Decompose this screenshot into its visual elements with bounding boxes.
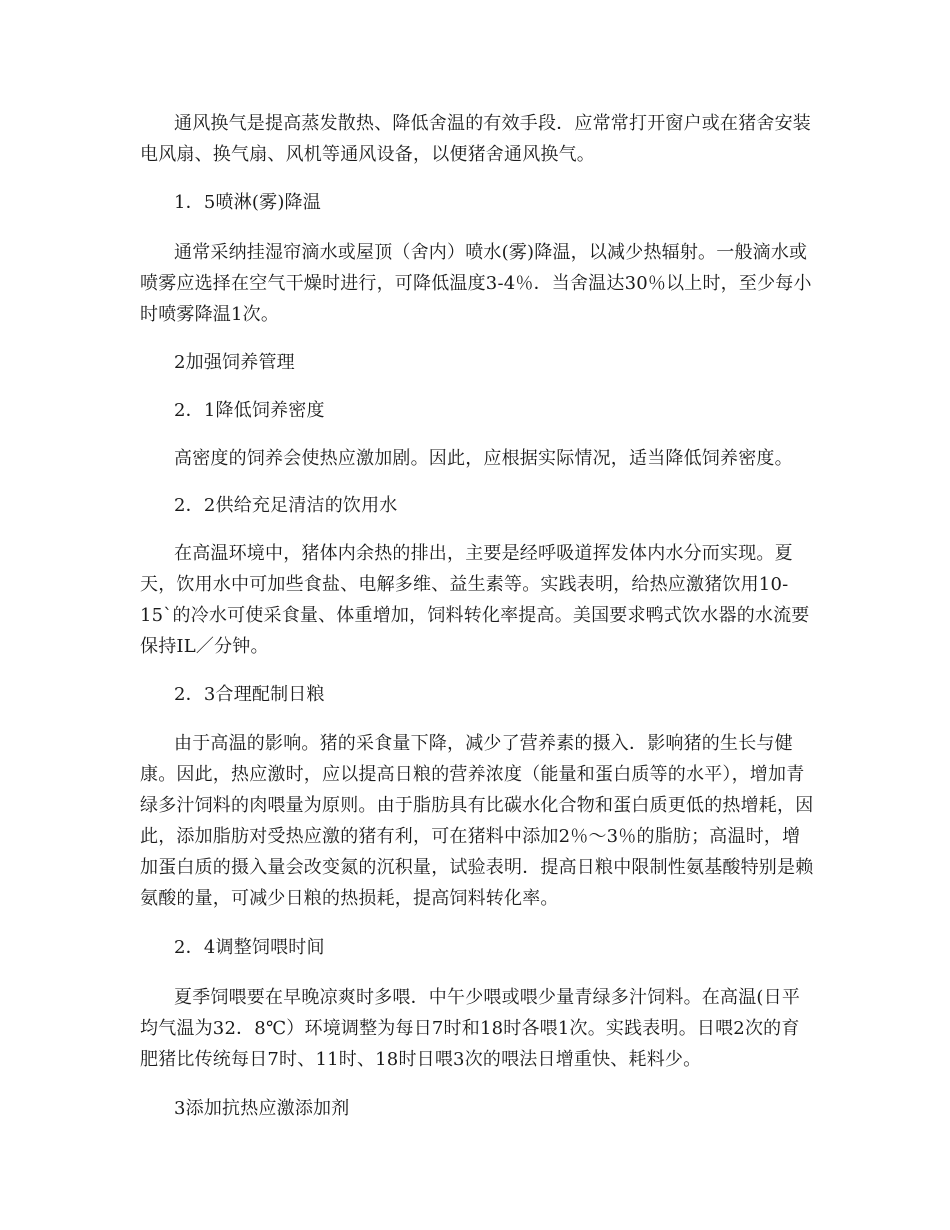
paragraph-ventilation: 通风换气是提高蒸发散热、降低舍温的有效手段．应常常打开窗户或在猪舍安装电风扇、换气扇、风机等通风设备，以便猪舍通风换气。 [140, 113, 811, 165]
paragraph-density: 高密度的饲养会使热应激加剧。因此，应根据实际情况，适当降低饲养密度。 [174, 448, 793, 469]
paragraph-ration: 由于高温的影响。猪的采食量下降，减少了营养素的摄入．影响猪的生长与健康。因此，热应激时，应以提高日粮的营养浓度（能量和蛋白质等的水平），增加青绿多汁饲料的肉喂量为原则。由于脂肪具有比碳水化合物和蛋白质更低的热增耗，因此，添加脂肪对受热应激的猪有利，可在猪料中添加2％～3％的脂肪；高温时，增加蛋白质的摄入量会改变氮的沉积量，试验表明．提高日粮中限制性氨基酸特别是赖氨酸的量，可减少日粮的热损耗，提高饲料转化率。 [140, 733, 814, 909]
heading-2-feeding-management: 2加强饲养管理 [174, 352, 295, 373]
heading-2-1-density: 2．1降低饲养密度 [174, 400, 325, 421]
paragraph-spray-cooling: 通常采纳挂湿帘滴水或屋顶（舍内）喷水(雾)降温，以减少热辐射。一般滴水或喷雾应选择在空气干燥时进行，可降低温度3-4％．当舍温达30％以上时，至少每小时喷雾降温1次。 [140, 242, 812, 325]
heading-2-4-feeding-time: 2．4调整饲喂时间 [174, 937, 325, 958]
heading-1-5-spray-cooling: 1．5喷淋(雾)降温 [174, 192, 321, 213]
paragraph-feeding-time: 夏季饲喂要在早晚凉爽时多喂．中午少喂或喂少量青绿多汁饲料。在高温(日平均气温为32．8℃）环境调整为每日7时和18时各喂1次。实践表明。日喂2次的育肥猪比传统每日7时、11时、18时日喂3次的喂法日增重快、耗料少。 [140, 987, 801, 1070]
heading-3-additives: 3添加抗热应激添加剂 [174, 1098, 350, 1119]
heading-2-3-ration: 2．3合理配制日粮 [174, 684, 325, 705]
heading-2-2-water: 2．2供给充足清洁的饮用水 [174, 495, 398, 516]
paragraph-water: 在高温环境中，猪体内余热的排出，主要是经呼吸道挥发体内水分而实现。夏天，饮用水中可加些食盐、电解多维、益生素等。实践表明，给热应激猪饮用10-15`的冷水可使采食量、体重增加，饲料转化率提高。美国要求鸭式饮水器的水流要保持IL／分钟。 [140, 543, 810, 657]
